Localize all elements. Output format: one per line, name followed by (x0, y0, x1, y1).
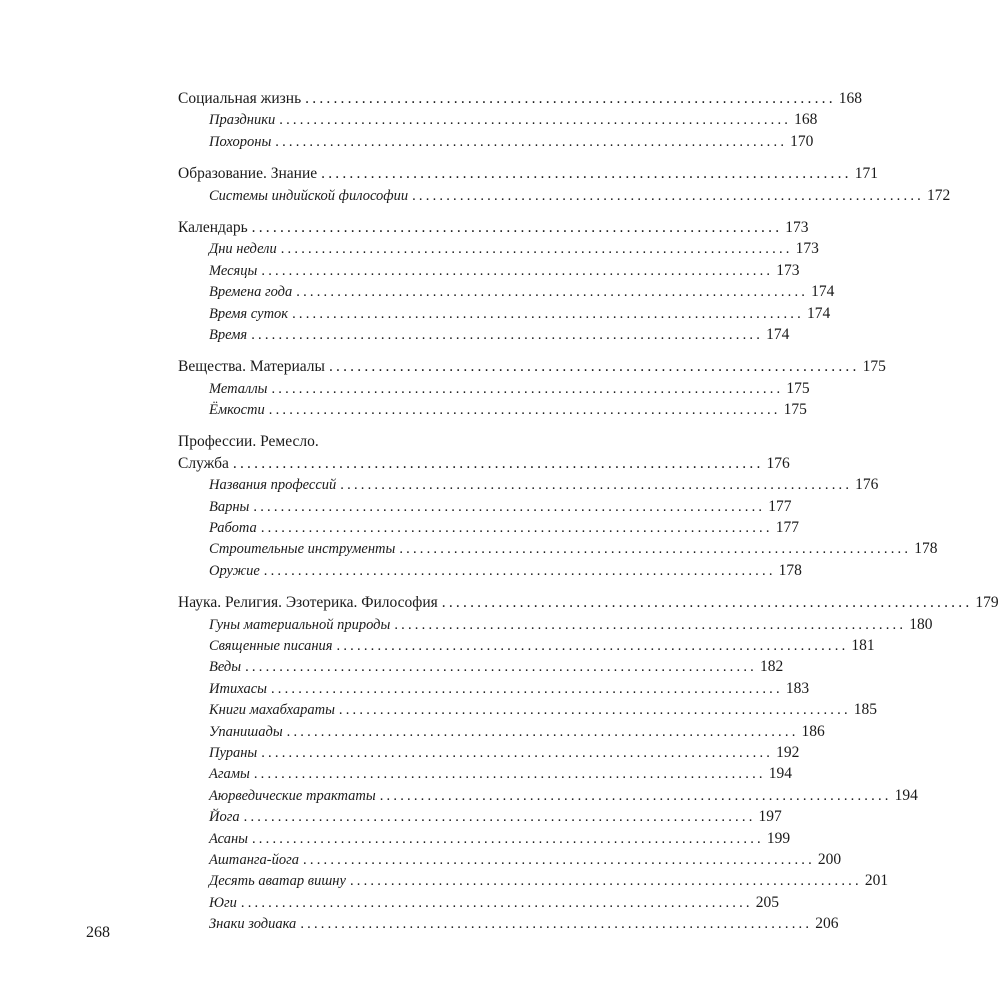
toc-subentry-page: 205 (755, 893, 779, 911)
dot-leader: ........................................................................... (300, 916, 813, 933)
toc-subentry-page: 172 (926, 186, 951, 204)
toc-section-education (178, 163, 951, 206)
toc-subentry-page: 185 (853, 701, 878, 719)
toc-subentry[interactable] (178, 303, 831, 324)
toc-subentry-page: 180 (909, 615, 933, 633)
toc-subentry[interactable] (178, 870, 889, 891)
toc-subentry-title: Похороны (209, 133, 272, 150)
dot-leader: ........................................................................... (336, 637, 849, 654)
toc-subentry-title: Ёмкости (209, 402, 265, 419)
toc-subentry[interactable] (178, 721, 825, 742)
toc-subentry-page: 194 (768, 765, 792, 783)
dot-leader: ........................................................................... (394, 616, 907, 633)
page-number: 268 (86, 924, 110, 941)
toc-entry-page: 173 (785, 218, 809, 236)
toc-subentry-title: Священные писания (209, 637, 333, 654)
toc-section-social-life (178, 88, 863, 152)
toc-subentry-page: 173 (776, 261, 800, 279)
dot-leader: ........................................................................... (261, 744, 774, 761)
dot-leader: ........................................................................... (240, 894, 753, 911)
toc-subentry[interactable] (178, 614, 933, 635)
toc-subentry[interactable] (178, 806, 782, 827)
dot-leader: ........................................................................... (303, 851, 815, 868)
toc-subentry-page: 178 (914, 540, 938, 558)
toc-subentry-page: 177 (768, 497, 792, 515)
toc-subentry-title: Время суток (209, 305, 289, 322)
toc-subentry-title: Веды (209, 659, 242, 676)
toc-subentry-title: Юги (209, 894, 237, 911)
dot-leader: ........................................................................... (279, 112, 792, 129)
toc-subentry[interactable] (178, 185, 951, 206)
toc-subentry-page: 178 (778, 561, 802, 579)
toc-subentry-page: 206 (815, 915, 839, 933)
toc-subentry[interactable] (178, 699, 878, 720)
toc-subentry[interactable] (178, 399, 807, 420)
toc-subentry-page: 182 (759, 658, 784, 676)
dot-leader: ........................................................................... (340, 477, 853, 494)
dot-leader: ........................................................................... (253, 498, 766, 515)
toc-subentry[interactable] (178, 324, 790, 345)
toc-subentry[interactable] (178, 131, 814, 152)
toc-subentry-page: 176 (855, 476, 879, 494)
dot-leader: ........................................................................... (321, 165, 852, 183)
toc-subentry[interactable] (178, 109, 818, 130)
toc-subentry-page: 168 (794, 111, 818, 129)
dot-leader: ........................................................................... (328, 358, 860, 376)
dot-leader: ........................................................................... (412, 187, 924, 204)
toc-subentry-title: Асаны (209, 830, 248, 847)
toc-subentry-page: 174 (811, 283, 835, 301)
dot-leader: ........................................................................... (441, 594, 973, 612)
toc-subentry-title: Названия профессий (209, 477, 337, 494)
toc-section-science-religion (178, 592, 999, 934)
toc-subentry-page: 192 (776, 743, 800, 761)
toc-subentry[interactable] (178, 913, 839, 934)
toc-entry-title: Образование. Знание (178, 165, 318, 183)
toc-entry[interactable] (178, 453, 790, 474)
toc-subentry[interactable] (178, 656, 784, 677)
toc-entry-title: Календарь (178, 218, 248, 236)
dot-leader: ........................................................................... (251, 326, 764, 343)
dot-leader: ........................................................................... (292, 305, 804, 322)
toc-subentry-page: 175 (783, 401, 807, 419)
toc-subentry-title: Гуны материальной природы (209, 616, 391, 633)
dot-leader: ........................................................................... (349, 873, 862, 890)
toc-subentry[interactable] (178, 742, 800, 763)
dot-leader: ........................................................................... (270, 680, 783, 697)
toc-subentry-page: 173 (795, 240, 819, 258)
toc-subentry-title: Месяцы (209, 262, 258, 279)
toc-subentry-page: 186 (801, 722, 825, 740)
dot-leader: ........................................................................... (261, 262, 774, 279)
toc-subentry[interactable] (178, 260, 800, 281)
table-of-contents (178, 88, 999, 945)
toc-subentry-title: Итихасы (209, 680, 267, 697)
toc-subentry[interactable] (178, 560, 802, 581)
toc-subentry-page: 197 (758, 808, 782, 826)
toc-subentry-title: Упанишады (209, 723, 283, 740)
toc-entry[interactable] (178, 88, 863, 109)
dot-leader: ........................................................................... (268, 402, 781, 419)
toc-subentry-title: Знаки зодиака (209, 916, 297, 933)
toc-subentry[interactable] (178, 892, 779, 913)
toc-entry[interactable] (178, 356, 886, 377)
toc-subentry-title: Системы индийской философии (209, 187, 409, 204)
toc-subentry[interactable] (178, 849, 842, 870)
toc-subentry-title: Оружие (209, 562, 260, 579)
toc-subentry-title: Время (209, 326, 248, 343)
toc-subentry-page: 170 (790, 132, 814, 150)
toc-subentry-page: 175 (786, 379, 810, 397)
toc-subentry-title: Праздники (209, 112, 276, 129)
dot-leader: ........................................................................... (296, 284, 809, 301)
toc-subentry-title: Дни недели (209, 241, 277, 258)
dot-leader: ........................................................................... (243, 809, 756, 826)
toc-section-professions (178, 431, 938, 581)
toc-subentry-page: 194 (894, 786, 918, 804)
toc-entry-page: 175 (862, 358, 886, 376)
toc-subentry-title: Варны (209, 498, 250, 515)
dot-leader: ........................................................................... (271, 380, 784, 397)
toc-subentry[interactable] (178, 538, 938, 559)
toc-subentry[interactable] (178, 517, 799, 538)
toc-entry-title: Социальная жизнь (178, 90, 302, 107)
dot-leader: ........................................................................... (399, 541, 912, 558)
toc-subentry[interactable] (178, 635, 875, 656)
toc-entry-page: 168 (838, 90, 863, 107)
dot-leader: ........................................................................... (305, 90, 836, 107)
toc-entry-page: 179 (975, 594, 999, 612)
toc-subentry[interactable] (178, 238, 819, 259)
toc-entry-title-line1: Профессии. Ремесло. (178, 433, 319, 451)
toc-subentry[interactable] (178, 378, 810, 399)
toc-subentry[interactable] (178, 281, 835, 302)
toc-subentry-page: 183 (785, 679, 810, 697)
toc-entry[interactable] (178, 163, 878, 184)
toc-subentry-title: Работа (209, 520, 257, 537)
toc-subentry[interactable] (178, 785, 918, 806)
toc-entry[interactable] (178, 217, 809, 238)
toc-subentry[interactable] (178, 496, 792, 517)
toc-subentry[interactable] (178, 678, 810, 699)
toc-subentry[interactable] (178, 474, 879, 495)
dot-leader: ........................................................................... (251, 218, 783, 236)
dot-leader: ........................................................................... (379, 787, 892, 804)
toc-entry[interactable] (178, 592, 999, 613)
toc-subentry-title: Пураны (209, 744, 258, 761)
toc-subentry-title: Аюрведические трактаты (209, 787, 376, 804)
toc-entry-title: Наука. Религия. Эзотерика. Философия (178, 594, 438, 612)
dot-leader: ........................................................................... (338, 702, 851, 719)
toc-subentry-title: Времена года (209, 284, 293, 301)
toc-section-calendar (178, 217, 835, 345)
dot-leader: ........................................................................... (275, 133, 788, 150)
toc-entry-page: 171 (854, 165, 878, 183)
toc-subentry[interactable] (178, 763, 792, 784)
toc-subentry-title: Йога (209, 809, 240, 826)
toc-entry-title: Служба (178, 454, 229, 472)
toc-subentry-title: Строительные инструменты (209, 541, 396, 558)
dot-leader: ........................................................................... (263, 562, 776, 579)
toc-subentry-title: Агамы (209, 766, 250, 783)
dot-leader: ........................................................................... (286, 723, 799, 740)
toc-subentry-page: 199 (766, 829, 791, 847)
toc-subentry-title: Десять аватар вишну (209, 873, 346, 890)
toc-subentry-page: 177 (775, 519, 799, 537)
toc-subentry-page: 174 (766, 325, 790, 343)
dot-leader: ........................................................................... (251, 830, 764, 847)
toc-subentry-page: 174 (806, 304, 831, 322)
toc-subentry-title: Книги махабхараты (209, 702, 335, 719)
dot-leader: ........................................................................... (253, 766, 766, 783)
dot-leader: ........................................................................... (260, 520, 773, 537)
toc-subentry-page: 200 (817, 850, 842, 868)
toc-subentry-title: Металлы (209, 380, 268, 397)
dot-leader: ........................................................................... (280, 241, 793, 258)
dot-leader: ........................................................................... (232, 454, 764, 472)
toc-section-materials (178, 356, 886, 420)
toc-subentry-page: 201 (864, 872, 889, 890)
toc-subentry-title: Аштанга-йога (209, 851, 300, 868)
toc-entry-page: 176 (766, 454, 790, 472)
toc-subentry[interactable] (178, 828, 791, 849)
dot-leader: ........................................................................... (245, 659, 757, 676)
toc-entry-title: Вещества. Материалы (178, 358, 325, 376)
toc-subentry-page: 181 (851, 636, 875, 654)
